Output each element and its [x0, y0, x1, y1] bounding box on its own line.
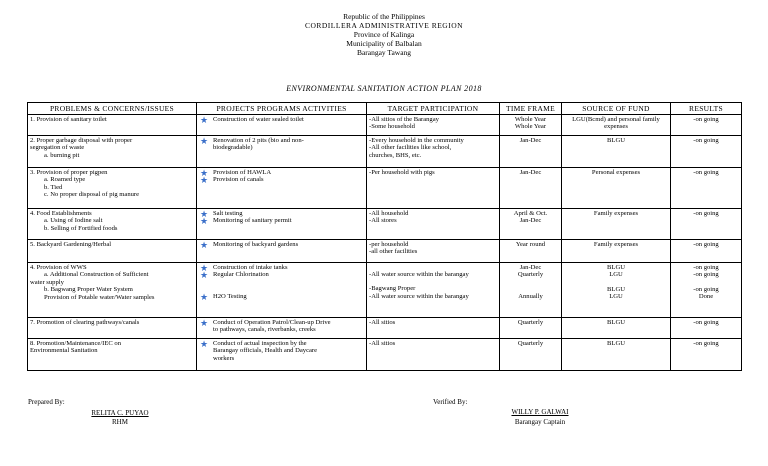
results-cell: -on going — [671, 114, 742, 135]
column-header-problems: PROBLEMS & CONCERNS/ISSUES — [28, 103, 197, 115]
star-icon: ★ — [200, 291, 209, 302]
target-cell: -All household -All stores — [367, 208, 500, 239]
fund-cell: Family expenses — [562, 208, 671, 239]
verified-by-label: Verified By: — [433, 398, 468, 406]
target-cell: -Every household in the community -All other facilities like school, churches, BHS, etc. — [367, 135, 500, 167]
activity-cell: ★ Salt testing ★ Monitoring of sanitary permit — [197, 208, 367, 239]
time-cell: Jan-Dec — [500, 167, 562, 208]
action-plan-table — [27, 102, 742, 371]
problem-cell: 5. Backyard Gardening/Herbal — [28, 239, 197, 262]
prepared-by-label: Prepared By: — [28, 398, 65, 406]
target-cell: -All sitios — [367, 317, 500, 338]
problem-cell: 4. Food Establishments a. Using of Iodine salt b. Selling of Fortified foods — [28, 208, 197, 239]
table-row — [28, 317, 742, 338]
header-barangay: Barangay Tawang — [356, 48, 412, 57]
star-icon: ★ — [200, 167, 209, 178]
problem-cell: 7. Promotion of clearing pathways/canals — [28, 317, 197, 338]
problem-cell: 3. Provision of proper pigpen a. Roamed type b. Tied c. No proper disposal of pig manure — [28, 167, 197, 208]
header-country: Republic of the Philippines — [343, 12, 425, 21]
header-region: CORDILLERA ADMINISTRATIVE REGION — [304, 21, 464, 30]
time-cell: Quarterly — [500, 338, 562, 370]
time-cell: Jan-Dec Quarterly Annually — [500, 262, 562, 317]
fund-cell: Family expenses — [562, 239, 671, 262]
fund-cell: BLGU — [562, 338, 671, 370]
table-header-row — [28, 103, 742, 115]
fund-cell: BLGU LGU BLGU LGU — [562, 262, 671, 317]
problem-cell: 8. Promotion/Maintenance/IEC on Environmental Sanitation — [28, 338, 197, 370]
verified-by-title: Barangay Captain — [514, 418, 566, 426]
activity-cell: ★ Monitoring of backyard gardens — [197, 239, 367, 262]
time-cell: Quarterly — [500, 317, 562, 338]
fund-cell: BLGU — [562, 317, 671, 338]
star-icon: ★ — [200, 114, 209, 125]
star-icon: ★ — [200, 216, 209, 227]
star-icon: ★ — [200, 270, 209, 281]
star-icon: ★ — [200, 338, 209, 349]
prepared-by-name: RELITA C. PUYAO — [91, 409, 149, 417]
table-row — [28, 208, 742, 239]
time-cell: Year round — [500, 239, 562, 262]
fund-cell: BLGU — [562, 135, 671, 167]
target-cell: -All water source within the barangay -Bagwang Proper -All water source within the barangay — [367, 262, 500, 317]
star-icon: ★ — [200, 208, 209, 219]
table-row — [28, 338, 742, 370]
star-icon: ★ — [200, 317, 209, 328]
results-cell: -on going -on going -on going Done — [671, 262, 742, 317]
header-municipality: Municipality of Balbalan — [346, 39, 422, 48]
fund-cell: LGU(Bcmd) and personal family expenses — [562, 114, 671, 135]
results-cell: -on going — [671, 317, 742, 338]
activity-cell: ★ Renovation of 2 pits (bio and non- biodegradable) — [197, 135, 367, 167]
header-block — [0, 12, 768, 57]
table-row — [28, 239, 742, 262]
plan-title: ENVIRONMENTAL SANITATION ACTION PLAN 2018 — [286, 84, 482, 93]
column-header-results: RESULTS — [671, 103, 742, 115]
results-cell: -on going — [671, 208, 742, 239]
star-icon: ★ — [200, 239, 209, 250]
table-row — [28, 114, 742, 135]
header-province: Province of Kalinga — [353, 30, 415, 39]
problem-cell: 2. Proper garbage disposal with proper segregation of waste a. burning pit — [28, 135, 197, 167]
target-cell: -All sitios of the Barangay -Some household — [367, 114, 500, 135]
verified-by-name: WILLY P. GALWAI — [511, 408, 569, 416]
activity-cell: ★ Provision of HAWLA ★ Provision of canals — [197, 167, 367, 208]
activity-cell: ★ Construction of intake tanks ★ Regular Chlorination ★ H2O Testing — [197, 262, 367, 317]
star-icon: ★ — [200, 262, 209, 273]
target-cell: -Per household with pigs — [367, 167, 500, 208]
results-cell: -on going — [671, 338, 742, 370]
column-header-target: TARGET PARTICIPATION — [367, 103, 500, 115]
table-row — [28, 135, 742, 167]
target-cell: -per household -all other facilities — [367, 239, 500, 262]
problem-cell: 1. Provision of sanitary toilet — [28, 114, 197, 135]
column-header-source-of-fund: SOURCE OF FUND — [562, 103, 671, 115]
column-header-time-frame: TIME FRAME — [500, 103, 562, 115]
activity-cell: ★ Conduct of actual inspection by the Barangay officials, Health and Daycare workers — [197, 338, 367, 370]
prepared-by-title: RHM — [112, 418, 128, 426]
activity-cell: ★ Conduct of Operation Patrol/Clean-up Drive to pathways, canals, riverbanks, creeks — [197, 317, 367, 338]
star-icon: ★ — [200, 175, 209, 186]
activity-cell: ★ Construction of water sealed toilet — [197, 114, 367, 135]
column-header-activities: PROJECTS PROGRAMS ACTIVITIES — [197, 103, 367, 115]
star-icon: ★ — [200, 135, 209, 146]
time-cell: April & Oct. Jan-Dec — [500, 208, 562, 239]
results-cell: -on going — [671, 239, 742, 262]
target-cell: -All sitios — [367, 338, 500, 370]
table-row — [28, 262, 742, 317]
table-row — [28, 167, 742, 208]
time-cell: Whole Year Whole Year — [500, 114, 562, 135]
results-cell: -on going — [671, 167, 742, 208]
results-cell: -on going — [671, 135, 742, 167]
fund-cell: Personal expenses — [562, 167, 671, 208]
problem-cell: 4. Provision of WWS a. Additional Construction of Sufficient water supply b. Bagwang Proper Water System Provision of Potable water/Water samples — [28, 262, 197, 317]
time-cell: Jan-Dec — [500, 135, 562, 167]
